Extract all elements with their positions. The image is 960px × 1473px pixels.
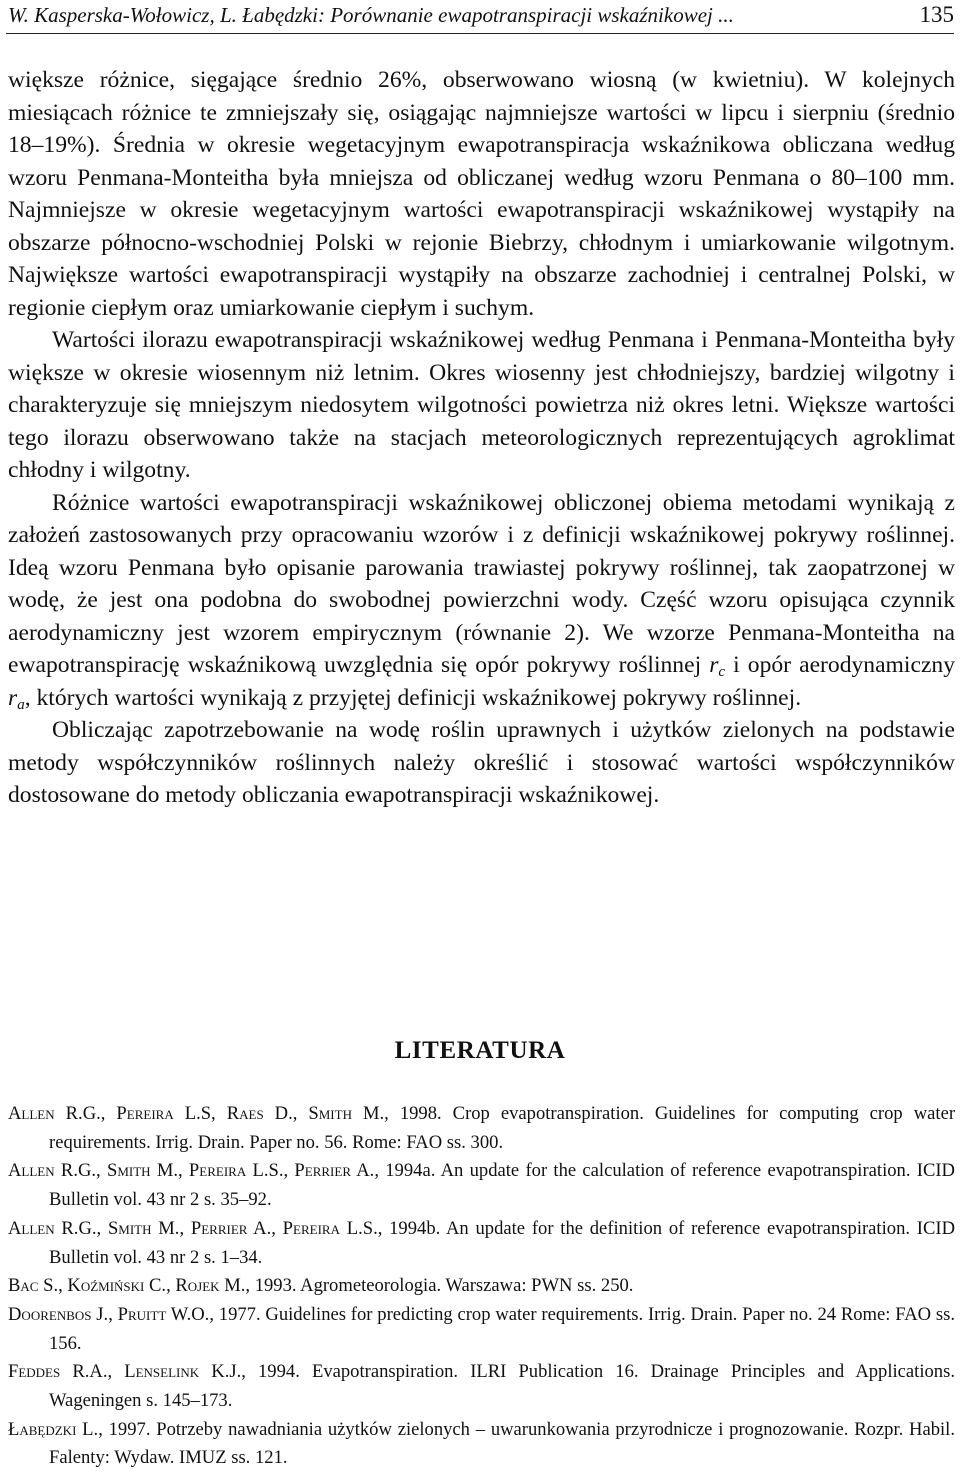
reference-authors: Allen R.G., Smith M., Perrier A., Pereira L.S.: [8, 1217, 378, 1239]
reference-item: [8, 1157, 955, 1214]
reference-item: [8, 1416, 955, 1473]
reference-details: , 1994a. An update for the calculation of reference evapotranspiration. ICID Bulletin vol. 43 nr 2 s. 35–92.: [49, 1160, 955, 1211]
reference-authors: Allen R.G., Smith M., Pereira L.S., Perrier A.: [8, 1160, 375, 1182]
reference-item: [8, 1100, 955, 1157]
reference-authors: Doorenbos J., Pruitt W.O.: [8, 1303, 210, 1325]
reference-details: , 1993. Agrometeorologia. Warszawa: PWN ss. 250.: [245, 1275, 634, 1297]
reference-item: [8, 1301, 955, 1358]
rc-symbol: r: [709, 652, 719, 678]
running-title: W. Kasperska-Wołowicz, L. Łabędzki: Porównanie ewapotranspiracji wskaźnikowej ...: [8, 3, 734, 27]
reference-details: , 1977. Guidelines for predicting crop water requirements. Irrig. Drain. Paper no. 24 Rome: FAO ss. 156.: [49, 1303, 955, 1354]
paragraph-3-part-2: i opór aerodynamiczny: [725, 652, 956, 678]
reference-item: [8, 1358, 955, 1415]
paragraph-1: większe różnice, sięgające średnio 26%, obserwowano wiosną (w kwietniu). W kolejnych miesiącach różnice te zmniejszały się, osiągając najmniejsze wartości w lipcu i sierpniu (średnio 18–19%). Średnia w okresie wegetacyjnym ewapotranspiracja wskaźnikowa obliczana według wzoru Penmana-Monteitha była mniejsza od obliczanej według wzoru Penmana o 80–100 mm. Najmniejsze w okresie wegetacyjnym wartości ewapotranspiracji wskaźnikowej wystąpiły na obszarze północno-wschodniej Polski w rejonie Biebrzy, chłodnym i umiarkowanie wilgotnym. Największe wartości ewapotranspiracji wystąpiły na obszarze zachodniej i centralnej Polski, w regionie ciepłym oraz umiarkowanie ciepłym i suchym.: [8, 67, 955, 321]
reference-authors: Allen R.G., Pereira L.S, Raes D., Smith M.: [8, 1103, 385, 1124]
rc-subscript: c: [718, 664, 726, 680]
paragraph-3-part-1: Różnice wartości ewapotranspiracji wskaźnikowej obliczonej obiema metodami wynikają z założeń zastosowanych przy opracowaniu wzorów i z definicji wskaźnikowej pokrywy roślinnej. Ideą wzoru Penmana było opisanie parowania trawiastej pokrywy roślinnej, tak zaopatrzonej w wodę, że jest ona podobna do swobodnej powierzchni wody. Część wzoru opisująca czynnik aerodynamiczny jest wzorem empirycznym (równanie 2). We wzorze Penmana-Monteitha na ewapotranspirację wskaźnikową uwzględnia się opór pokrywy roślinnej: [8, 489, 955, 678]
reference-details: , 1997. Potrzeby nawadniania użytków zielonych – uwarunkowania przyrodnicze i prognozowanie. Rozpr. Habil. Falenty: Wydaw. IMUZ ss. 121.: [49, 1418, 956, 1469]
reference-item: [8, 1272, 955, 1301]
body-text: [8, 64, 955, 812]
reference-details: , 1998. Crop evapotranspiration. Guidelines for computing crop water requirements. Irrig. Drain. Paper no. 56. Rome: FAO ss. 300.: [49, 1103, 956, 1153]
reference-authors: Łabędzki L.: [8, 1418, 99, 1440]
reference-authors: Bac S., Koźmiński C., Rojek M.: [8, 1275, 246, 1297]
literature-heading: LITERATURA: [394, 1037, 566, 1064]
reference-list: [8, 1100, 955, 1473]
ra-subscript: a: [17, 696, 25, 713]
reference-authors: Feddes R.A., Lenselink K.J.: [8, 1361, 242, 1383]
reference-details: , 1994. Evapotranspiration. ILRI Publication 16. Drainage Principles and Applications. Wageningen s. 145–173.: [49, 1361, 955, 1412]
paragraph-4: Obliczając zapotrzebowanie na wodę roślin uprawnych i użytków zielonych na podstawie metody współczynników roślinnych należy określić i stosować wartości współczynników dostosowane do metody obliczania ewapotranspiracji wskaźnikowej.: [8, 717, 955, 808]
paragraph-3: [8, 487, 955, 715]
reference-details: , 1994b. An update for the definition of reference evapotranspiration. ICID Bulletin vol. 43 nr 2 s. 1–34.: [49, 1217, 955, 1268]
header-rule: [6, 33, 954, 34]
running-head: [8, 2, 954, 32]
paragraph-3-part-3: , których wartości wynikają z przyjętej definicji wskaźnikowej pokrywy roślinnej.: [24, 684, 802, 711]
paragraph-2: Wartości ilorazu ewapotranspiracji wskaźnikowej według Penmana i Penmana-Monteitha były większe w okresie wiosennym niż letnim. Okres wiosenny jest chłodniejszy, bardziej wilgotny i charakteryzuje się mniejszym niedosytem wilgotności powietrza niż okres letni. Większe wartości tego ilorazu obserwowano także na stacjach meteorologicznych reprezentujących agroklimat chłodny i wilgotny.: [8, 327, 955, 483]
page-number: 135: [919, 2, 954, 27]
reference-item: [8, 1215, 955, 1272]
ra-symbol: r: [8, 684, 18, 711]
